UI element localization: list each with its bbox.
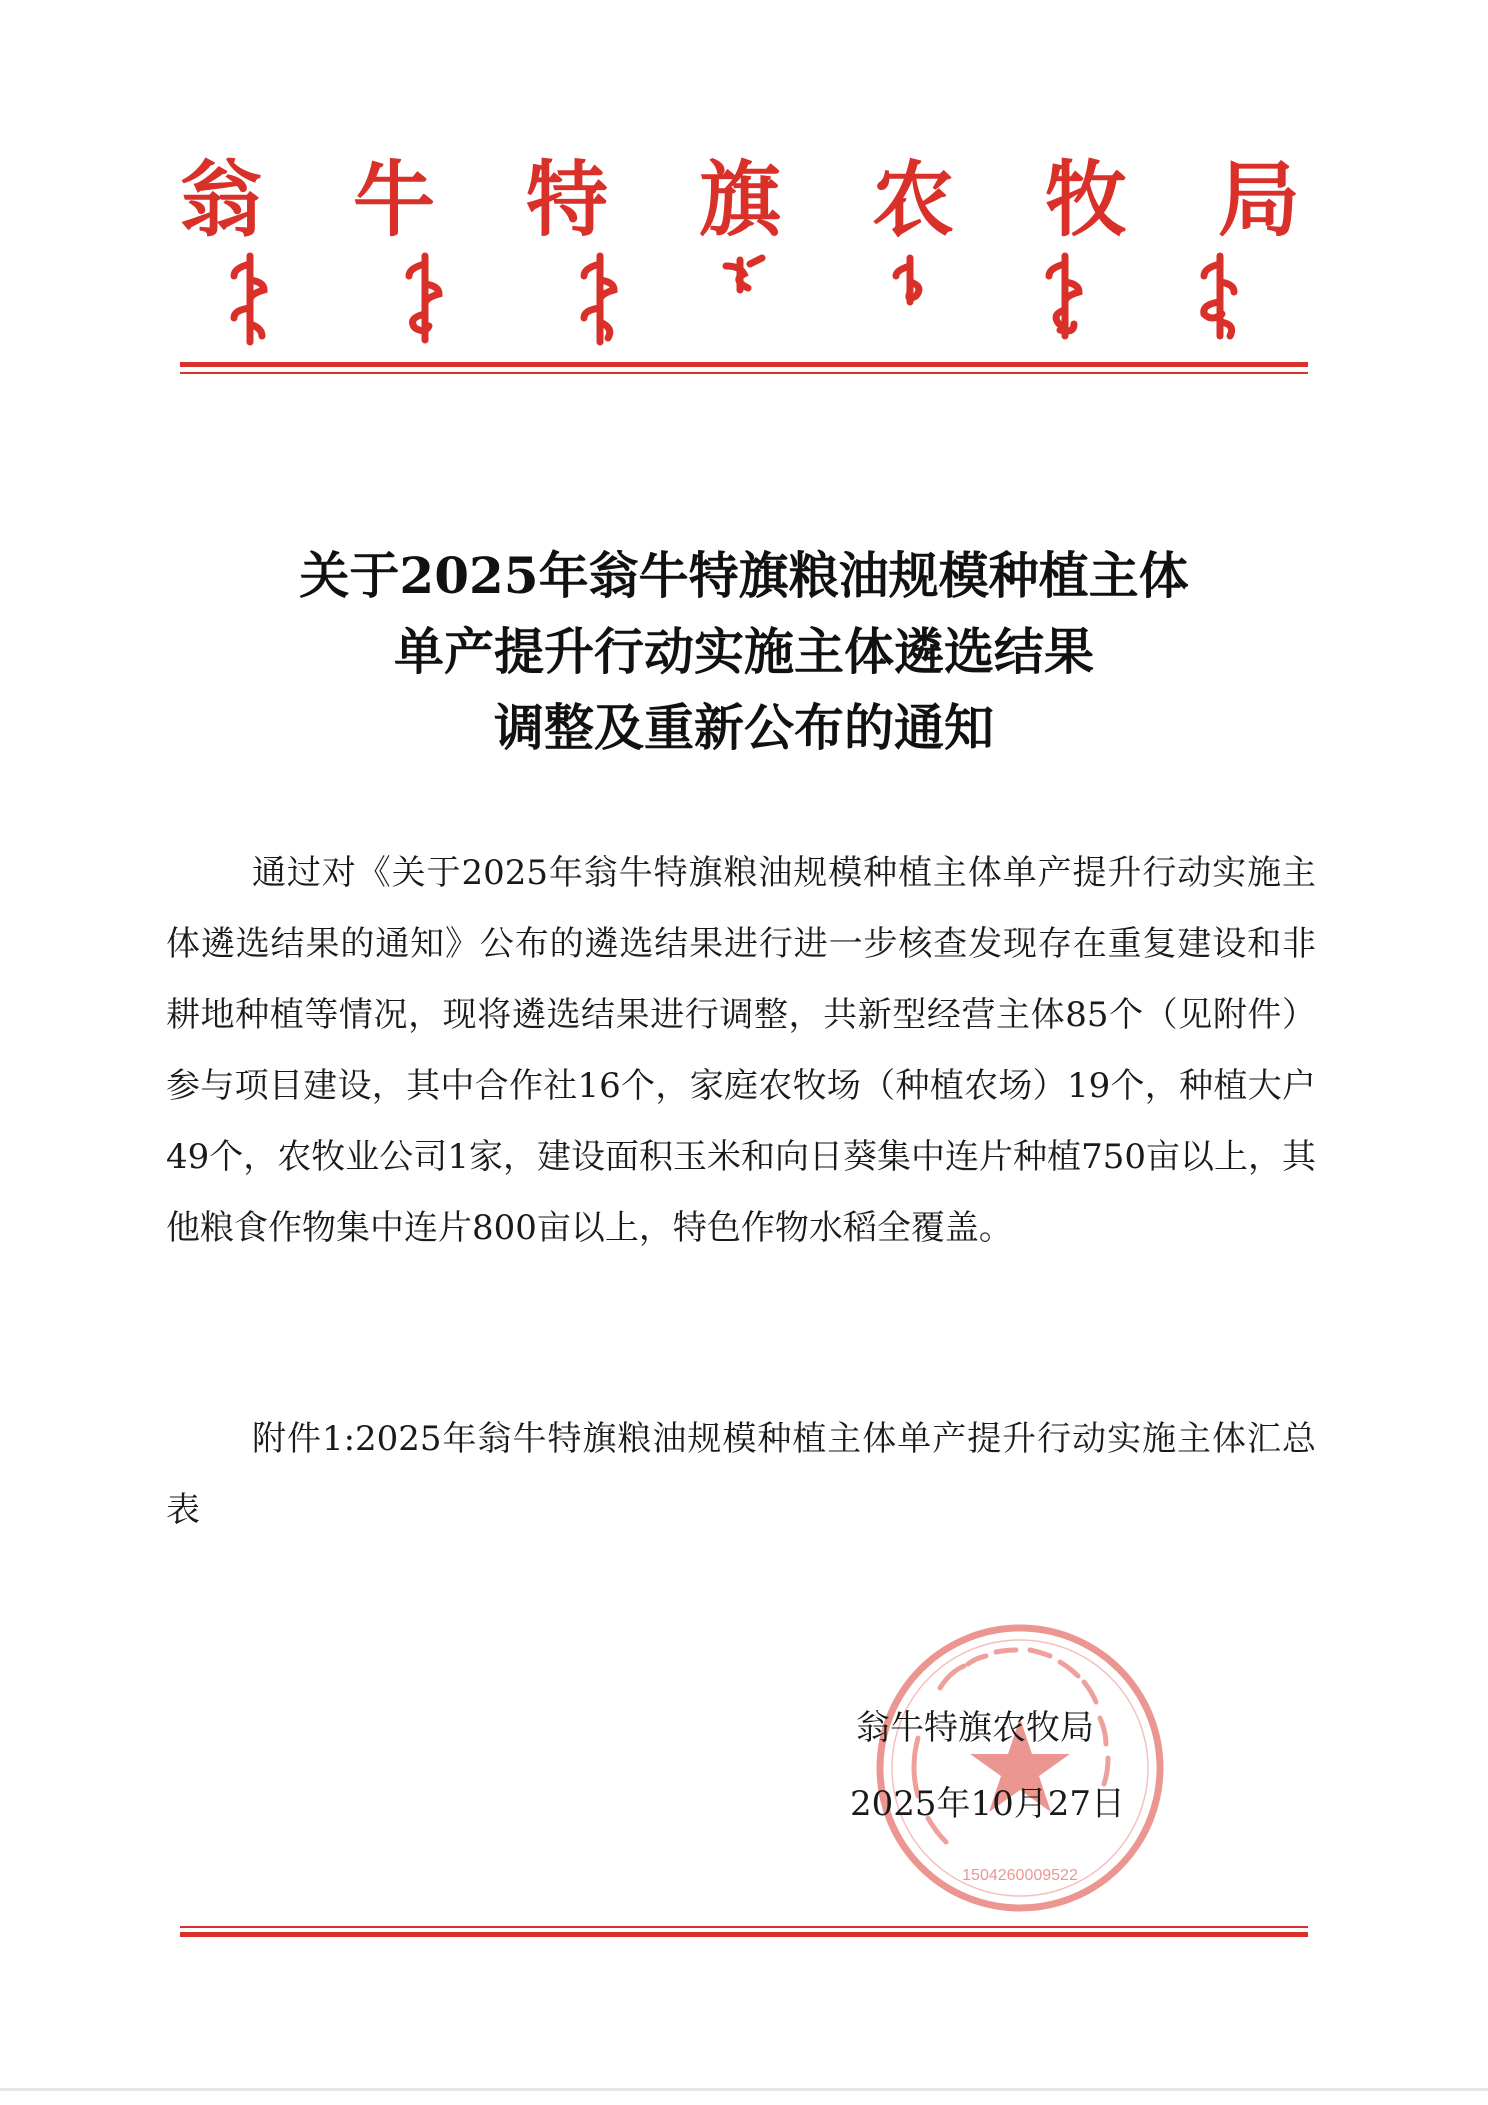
- letterhead-char: 农: [871, 152, 954, 248]
- letterhead-char: 牧: [1044, 152, 1127, 248]
- attachment-note: 附件1:2025年翁牛特旗粮油规模种植主体单产提升行动实施主体汇总表: [166, 1419, 1316, 1530]
- body-paragraph: 通过对《关于2025年翁牛特旗粮油规模种植主体单产提升行动实施主体遴选结果的通知》公布的遴选结果进行进一步核查发现存在重复建设和非耕地种植等情况，现将遴选结果进行调整，共新型经营主体85个（见附件）参与项目建设，其中合作社16个，家庭农牧场（种植农场）19个，种植大户49个，农牧业公司1家，建设面积玉米和向日葵集中连片种植750亩以上，其他粮食作物集中连片800亩以上，特色作物水稻全覆盖。: [166, 853, 1316, 1248]
- footer-divider-thick: [180, 1932, 1308, 1937]
- seal-number: 1504260009522: [962, 1867, 1078, 1884]
- letterhead-char: 旗: [698, 152, 781, 248]
- document-title: [150, 538, 1338, 766]
- signature-date: 2025年10月27日: [850, 1784, 1126, 1824]
- letterhead-divider-thin: [180, 372, 1308, 374]
- signature-org: 翁牛特旗农牧局: [856, 1708, 1094, 1748]
- official-seal: [870, 1618, 1170, 1918]
- footer-divider-thin: [180, 1926, 1308, 1928]
- letterhead-divider-thick: [180, 362, 1308, 367]
- title-line: 调整及重新公布的通知: [494, 698, 994, 757]
- scan-edge: [0, 2088, 1488, 2091]
- letterhead-char: 牛: [352, 152, 435, 248]
- title-line: 关于2025年翁牛特旗粮油规模种植主体: [299, 546, 1189, 605]
- title-line: 单产提升行动实施主体遴选结果: [394, 622, 1094, 681]
- letterhead-org-name: [180, 152, 1300, 248]
- mongolian-script-letterhead: [220, 250, 1270, 346]
- letterhead-char: 翁: [180, 152, 263, 248]
- letterhead-char: 特: [525, 152, 608, 248]
- letterhead-char: 局: [1217, 152, 1300, 248]
